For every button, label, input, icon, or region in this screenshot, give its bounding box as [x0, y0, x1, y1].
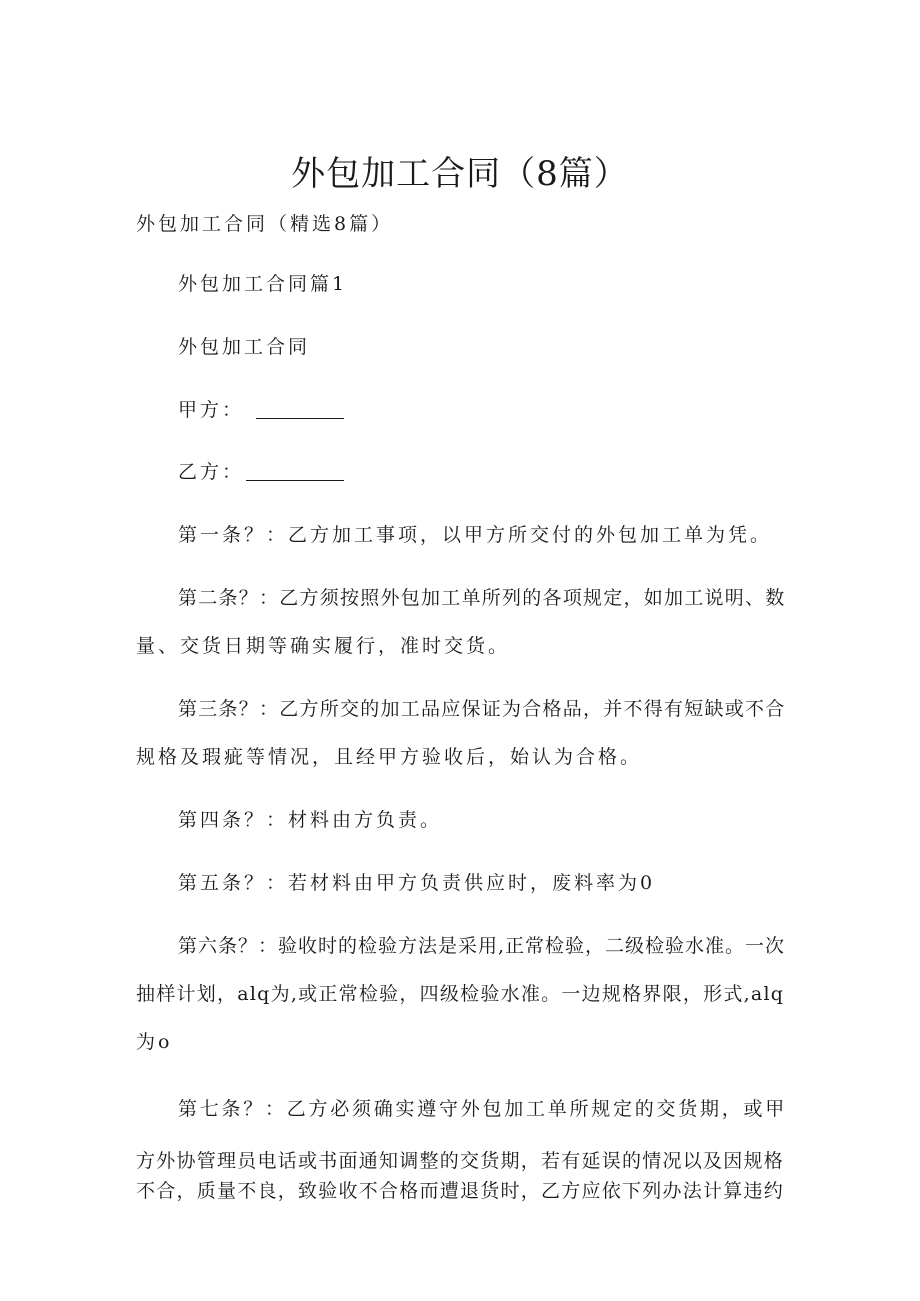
article-2-line-2: 量、交货日期等确实履行，准时交货。 [136, 635, 511, 657]
party-b-blank [246, 462, 344, 481]
article-6-line-3: 为o [136, 1031, 173, 1053]
article-2-line-1: 第二条？：乙方须按照外包加工单所列的各项规定，如加工说明、数 [178, 587, 786, 609]
article-6-line-1: 第六条？：验收时的检验方法是采用,正常检验，二级检验水准。一次 [178, 935, 786, 957]
article-6-line-2: 抽样计划，alq为,或正常检验，四级检验水准。一边规格界限，形式,alq [136, 983, 785, 1005]
article-7-line-1: 第七条？：乙方必须确实遵守外包加工单所规定的交货期，或甲 [178, 1098, 788, 1120]
article-4-line-1: 第四条？：材料由方负责。 [178, 809, 443, 831]
party-a-line [178, 396, 344, 424]
article-3-line-2: 规格及瑕疵等情况，且经甲方验收后，始认为合格。 [136, 746, 643, 768]
section-heading: 外包加工合同篇1 [178, 273, 348, 295]
article-1-line-1: 第一条？：乙方加工事项，以甲方所交付的外包加工单为凭。 [178, 524, 773, 546]
party-a-blank [256, 400, 344, 419]
article-5-line-1: 第五条？：若材料由甲方负责供应时，废料率为0 [178, 872, 656, 894]
party-b-line [178, 458, 344, 486]
article-3-line-1: 第三条？：乙方所交的加工品应保证为合格品，并不得有短缺或不合 [178, 698, 786, 720]
document-title: 外包加工合同（8篇） [291, 154, 629, 194]
article-7-line-3: 不合，质量不良，致验收不合格而遭退货时，乙方应依下列办法计算违约 [136, 1180, 785, 1202]
party-a-label: 甲方： [178, 399, 245, 421]
article-7-line-2: 方外协管理员电话或书面通知调整的交货期，若有延误的情况以及因规格 [136, 1150, 785, 1172]
contract-name: 外包加工合同 [178, 336, 311, 358]
document-subtitle: 外包加工合同（精选8篇） [136, 213, 394, 235]
party-b-label: 乙方： [178, 461, 245, 483]
